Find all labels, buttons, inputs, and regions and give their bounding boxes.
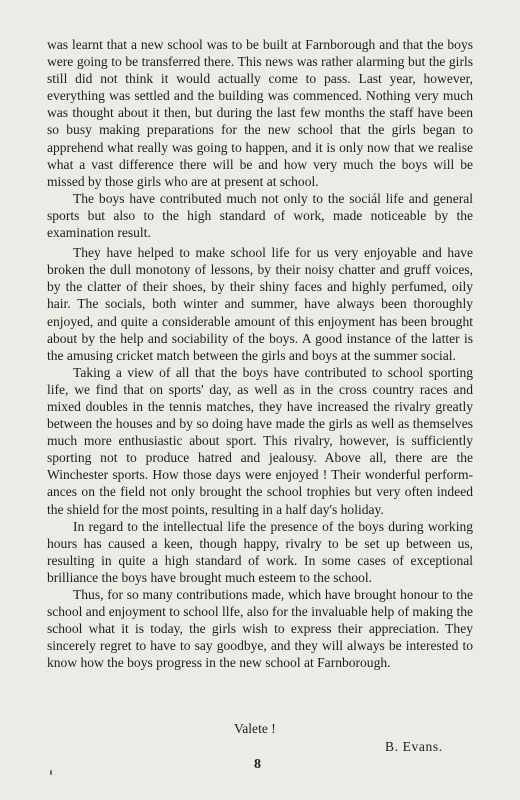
paragraph-contributions: The boys have contributed much not only to the sociál life and general sports but also to the high standard of work, made noticeable by the examination result. bbox=[47, 190, 473, 241]
paragraph-school-life: They have helped to make school life for us very enjoyable and have broken the dull monotony of lessons, by their noisy chatter and gruff voices, by the clatter of their shoes, by their shiny faces and highly perfumed, oily hair. The socials, both winter and summer, have always been thoroughly enjoyed, and quite a considerable amount of this enjoyment has been brought about by the help and sociability of the boys. A good instance of the latter is the amusing cricket match between the girls and boys at the summer social. bbox=[47, 245, 473, 363]
paragraph-intellectual-life: In regard to the intellectual life the presence of the boys during working hours has caused a keen, though happy, rivalry to be set up between us, resulting in quite a high standard of work. In some cases of exceptional brilliance the boys have brought much esteem to the school. bbox=[47, 518, 473, 585]
article-body bbox=[47, 36, 473, 671]
author-signature: B. Evans. bbox=[385, 739, 443, 754]
paragraph-continuation: was learnt that a new school was to be built at Farnborough and that the boys were going to be transferred there. This news was rather alarming but the girls still did not think it would actually come to pass. Last year, however, everything was settled and the building was commenced. Nothing very much was thought about it then, but during the last few months the staff have been so busy making preparations for the new school that the girls began to apprehend what really was going to happen, and it is only now that we realise what a vast difference there will be and how very much the boys will be missed by those girls who are at present at school. bbox=[47, 37, 473, 189]
page-number: 8 bbox=[254, 757, 261, 772]
closing-line: Valete ! bbox=[234, 721, 276, 736]
paragraph-sporting-life: Taking a view of all that the boys have contributed to school sporting life, we find that on sports' day, as well as in the cross country races and mixed doubles in the tennis matches, they have increased the rivalry greatly between the houses and by so doing have made the girls as well as themselves much more enthusiastic about sport. This rivalry, however, is sufficiently sporting not to produce hatred and jealousy. Above all, there are the Winchester sports. How those days were enjoyed ! Their wonderful perform-ances on the field not only brought the school trophies but very often indeed the shield for the most points, resulting in a half day's holiday. bbox=[47, 364, 473, 517]
paper-speck bbox=[50, 770, 52, 775]
paragraph-appreciation: Thus, for so many contributions made, which have brought honour to the school and enjoyment to school llfe, also for the invaluable help of making the school what it is today, the girls wish to express their appreciation. They sincerely regret to have to say goodbye, and they will always be interested to know how the boys progress in the new school at Farnborough. bbox=[47, 587, 473, 671]
